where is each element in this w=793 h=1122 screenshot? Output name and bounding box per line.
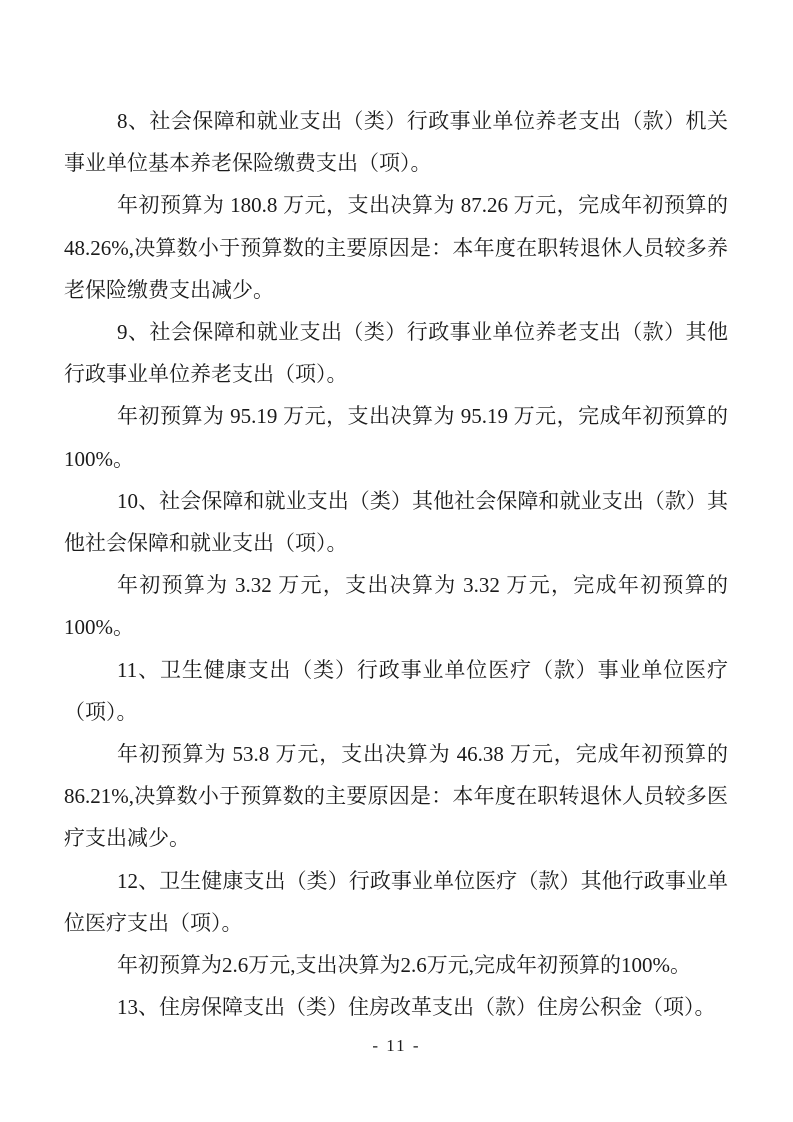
paragraph-item-9-heading: 9、社会保障和就业支出（类）行政事业单位养老支出（款）其他行政事业单位养老支出（项）。 — [64, 320, 728, 387]
paragraph-item-8-heading: 8、社会保障和就业支出（类）行政事业单位养老支出（款）机关事业单位基本养老保险缴费支出（项）。 — [64, 109, 728, 176]
page-footer — [0, 1036, 793, 1056]
paragraph-item-9-detail: 年初预算为 95.19 万元，支出决算为 95.19 万元，完成年初预算的 100%。 — [64, 404, 728, 471]
paragraph-item-11-detail: 年初预算为 53.8 万元，支出决算为 46.38 万元，完成年初预算的 86.21%,决算数小于预算数的主要原因是：本年度在职转退休人员较多医疗支出减少。 — [64, 742, 728, 851]
paragraph-item-11-heading: 11、卫生健康支出（类）行政事业单位医疗（款）事业单位医疗（项）。 — [64, 657, 728, 724]
paragraph-item-10-detail: 年初预算为 3.32 万元，支出决算为 3.32 万元，完成年初预算的 100%。 — [64, 573, 728, 640]
paragraph-item-8-detail: 年初预算为 180.8 万元，支出决算为 87.26 万元，完成年初预算的 48.26%,决算数小于预算数的主要原因是：本年度在职转退休人员较多养老保险缴费支出减少。 — [64, 193, 728, 302]
paragraph-item-12-detail: 年初预算为2.6万元,支出决算为2.6万元,完成年初预算的100%。 — [117, 953, 691, 978]
paragraph-item-13-heading: 13、住房保障支出（类）住房改革支出（款）住房公积金（项）。 — [117, 995, 716, 1020]
page-number: - 11 - — [372, 1036, 421, 1055]
paragraph-item-12-heading: 12、卫生健康支出（类）行政事业单位医疗（款）其他行政事业单位医疗支出（项）。 — [64, 868, 728, 935]
document-body — [64, 100, 728, 1028]
paragraph-item-10-heading: 10、社会保障和就业支出（类）其他社会保障和就业支出（款）其他社会保障和就业支出（项）。 — [64, 488, 728, 556]
